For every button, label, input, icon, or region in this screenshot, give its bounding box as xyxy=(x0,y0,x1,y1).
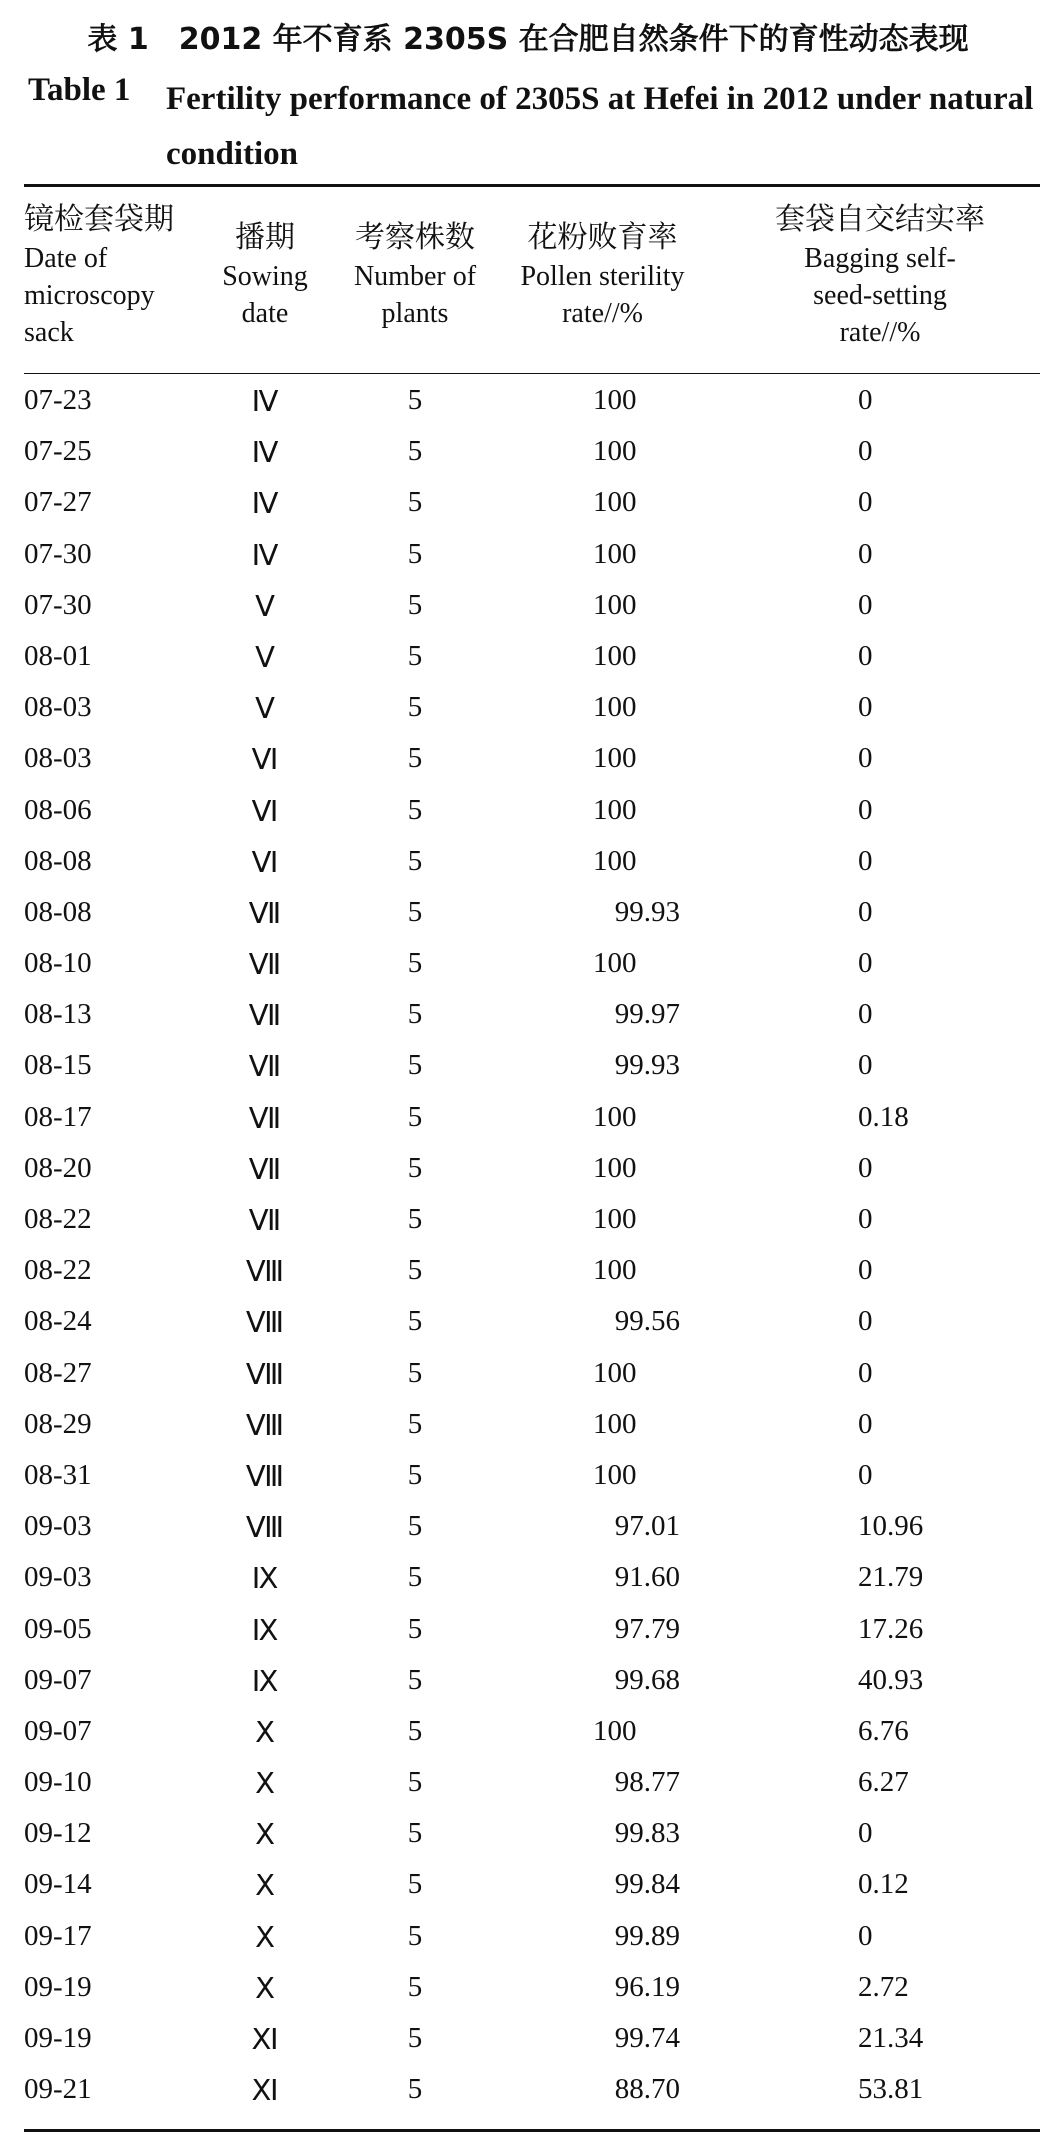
table-row xyxy=(0,583,1056,634)
table-row xyxy=(0,685,1056,736)
cell-date: 09-21 xyxy=(24,2073,92,2106)
cell-number-of-plants: 5 xyxy=(407,844,423,877)
cell-bagging-seed-setting: 0 xyxy=(858,947,873,980)
cell-bagging-seed-setting: 0 xyxy=(858,435,873,468)
cell-bagging-seed-setting: 0 xyxy=(858,793,873,826)
cell-sowing-date: Ⅷ xyxy=(245,1460,285,1493)
cell-bagging-seed-setting: 0 xyxy=(858,1203,873,1235)
cell-bagging-seed-setting: 0 xyxy=(858,691,873,724)
cell-sowing-date: Ⅷ xyxy=(245,1512,285,1545)
cell-sowing-date: Ⅹ xyxy=(255,1716,275,1749)
cell-number-of-plants: 5 xyxy=(407,1970,423,2003)
table-row xyxy=(0,1760,1056,1811)
cell-date: 08-03 xyxy=(24,691,92,724)
cell-date: 09-12 xyxy=(24,1817,92,1850)
cell-bagging-seed-setting: 6.27 xyxy=(858,1766,909,1799)
table-row xyxy=(0,1965,1056,2016)
cell-pollen-sterility: 100 xyxy=(593,384,637,416)
header-bagging-cn: 套袋自交结实率 xyxy=(775,202,985,237)
cell-sowing-date: Ⅵ xyxy=(251,795,279,828)
header-plants-en: Number of plants xyxy=(353,261,477,329)
cell-sowing-date: Ⅶ xyxy=(248,1153,282,1186)
cell-date: 07-27 xyxy=(24,486,92,519)
table-row xyxy=(0,1914,1056,1965)
cell-date: 08-15 xyxy=(24,1049,92,1082)
table-row xyxy=(0,1299,1056,1350)
cell-sowing-date: Ⅴ xyxy=(255,590,275,623)
table-row xyxy=(0,736,1056,787)
header-plants-cn: 考察株数 xyxy=(355,220,475,255)
table-row xyxy=(0,1197,1056,1248)
table-row xyxy=(0,992,1056,1043)
cell-pollen-sterility: 99.84 xyxy=(593,1868,680,1901)
cell-date: 08-17 xyxy=(24,1100,92,1133)
cell-pollen-sterility: 99.68 xyxy=(593,1663,680,1696)
cell-date: 09-17 xyxy=(24,1919,92,1952)
cell-date: 09-03 xyxy=(24,1510,92,1543)
table-title-chinese: 表 1 2012 年不育系 2305S 在合肥自然条件下的育性动态表现 xyxy=(87,22,969,57)
cell-sowing-date: Ⅹ xyxy=(255,1972,275,2005)
cell-date: 09-10 xyxy=(24,1766,92,1799)
cell-bagging-seed-setting: 0.18 xyxy=(858,1100,909,1133)
cell-number-of-plants: 5 xyxy=(407,1663,423,1696)
table-row xyxy=(0,1504,1056,1555)
cell-bagging-seed-setting: 0 xyxy=(858,895,873,928)
table-header-rule xyxy=(24,373,1040,374)
table-row xyxy=(0,429,1056,480)
table-row xyxy=(0,532,1056,583)
table-row xyxy=(0,1709,1056,1760)
cell-sowing-date: Ⅹ xyxy=(255,1819,275,1852)
cell-bagging-seed-setting: 0 xyxy=(858,537,873,570)
cell-date: 09-19 xyxy=(24,2022,92,2054)
cell-pollen-sterility: 100 xyxy=(593,793,637,826)
table-row xyxy=(0,378,1056,429)
cell-pollen-sterility: 100 xyxy=(593,947,637,980)
cell-pollen-sterility: 99.89 xyxy=(593,1919,680,1952)
table-row xyxy=(0,1453,1056,1504)
table-row xyxy=(0,1043,1056,1094)
table-body xyxy=(0,378,1056,2118)
header-sowing-cn: 播期 xyxy=(235,220,295,255)
table-row xyxy=(0,839,1056,890)
cell-bagging-seed-setting: 0 xyxy=(858,1919,873,1952)
cell-pollen-sterility: 100 xyxy=(593,1254,637,1287)
cell-sowing-date: Ⅵ xyxy=(251,846,279,879)
cell-bagging-seed-setting: 40.93 xyxy=(858,1663,924,1696)
table-bottom-rule xyxy=(24,2129,1040,2132)
cell-date: 08-22 xyxy=(24,1254,92,1287)
table-row xyxy=(0,1607,1056,1658)
cell-date: 08-24 xyxy=(24,1305,92,1338)
cell-pollen-sterility: 100 xyxy=(593,435,637,468)
cell-date: 08-01 xyxy=(24,639,92,672)
header-date xyxy=(24,200,224,351)
cell-pollen-sterility: 100 xyxy=(593,537,637,570)
cell-date: 09-03 xyxy=(24,1561,92,1594)
cell-bagging-seed-setting: 0.12 xyxy=(858,1868,909,1901)
cell-number-of-plants: 5 xyxy=(407,1203,423,1235)
cell-number-of-plants: 5 xyxy=(407,1356,423,1389)
cell-bagging-seed-setting: 0 xyxy=(858,1356,873,1389)
cell-number-of-plants: 5 xyxy=(407,537,423,570)
cell-number-of-plants: 5 xyxy=(407,1305,423,1338)
cell-number-of-plants: 5 xyxy=(407,1049,423,1082)
cell-sowing-date: Ⅷ xyxy=(245,1307,285,1340)
cell-date: 08-27 xyxy=(24,1356,92,1389)
cell-pollen-sterility: 99.93 xyxy=(593,895,680,928)
table-row xyxy=(0,1658,1056,1709)
cell-bagging-seed-setting: 0 xyxy=(858,384,873,416)
cell-bagging-seed-setting: 0 xyxy=(858,639,873,672)
table-row xyxy=(0,480,1056,531)
cell-bagging-seed-setting: 0 xyxy=(858,742,873,775)
cell-pollen-sterility: 99.97 xyxy=(593,998,680,1031)
cell-pollen-sterility: 100 xyxy=(593,742,637,775)
cell-number-of-plants: 5 xyxy=(407,1100,423,1133)
cell-number-of-plants: 5 xyxy=(407,1254,423,1287)
table-row xyxy=(0,2067,1056,2118)
cell-number-of-plants: 5 xyxy=(407,1612,423,1645)
cell-sowing-date: Ⅶ xyxy=(248,897,282,930)
cell-date: 08-03 xyxy=(24,742,92,775)
cell-bagging-seed-setting: 0 xyxy=(858,1407,873,1440)
table-row xyxy=(0,788,1056,839)
cell-bagging-seed-setting: 0 xyxy=(858,588,873,621)
cell-number-of-plants: 5 xyxy=(407,998,423,1031)
cell-sowing-date: Ⅳ xyxy=(251,437,279,470)
cell-bagging-seed-setting: 53.81 xyxy=(858,2073,924,2106)
header-sowing xyxy=(205,218,325,332)
cell-pollen-sterility: 100 xyxy=(593,844,637,877)
header-plants xyxy=(335,218,495,332)
cell-bagging-seed-setting: 0 xyxy=(858,1305,873,1338)
cell-date: 07-30 xyxy=(24,537,92,570)
cell-pollen-sterility: 100 xyxy=(593,1203,637,1235)
table-row xyxy=(0,1811,1056,1862)
cell-number-of-plants: 5 xyxy=(407,1458,423,1491)
cell-pollen-sterility: 100 xyxy=(593,639,637,672)
cell-sowing-date: Ⅶ xyxy=(248,1102,282,1135)
header-pollen xyxy=(495,218,710,332)
cell-date: 08-08 xyxy=(24,844,92,877)
cell-pollen-sterility: 100 xyxy=(593,486,637,519)
cell-sowing-date: Ⅷ xyxy=(245,1409,285,1442)
cell-pollen-sterility: 100 xyxy=(593,1407,637,1440)
table-row xyxy=(0,890,1056,941)
cell-date: 07-30 xyxy=(24,588,92,621)
table-top-rule xyxy=(24,184,1040,187)
cell-date: 08-08 xyxy=(24,895,92,928)
cell-pollen-sterility: 97.79 xyxy=(593,1612,680,1645)
cell-sowing-date: Ⅴ xyxy=(255,641,275,674)
cell-bagging-seed-setting: 0 xyxy=(858,844,873,877)
cell-bagging-seed-setting: 17.26 xyxy=(858,1612,924,1645)
cell-pollen-sterility: 100 xyxy=(593,1151,637,1184)
cell-pollen-sterility: 99.83 xyxy=(593,1817,680,1850)
cell-date: 08-10 xyxy=(24,947,92,980)
cell-sowing-date: Ⅷ xyxy=(245,1358,285,1391)
table-row xyxy=(0,1555,1056,1606)
cell-number-of-plants: 5 xyxy=(407,1817,423,1850)
table-label-english: Table 1 xyxy=(28,72,131,108)
cell-number-of-plants: 5 xyxy=(407,1510,423,1543)
cell-date: 09-07 xyxy=(24,1663,92,1696)
cell-date: 08-13 xyxy=(24,998,92,1031)
cell-sowing-date: Ⅶ xyxy=(248,1205,282,1237)
table-row xyxy=(0,1095,1056,1146)
cell-pollen-sterility: 100 xyxy=(593,1714,637,1747)
header-date-en: Date of microscopy sack xyxy=(24,243,155,348)
cell-number-of-plants: 5 xyxy=(407,2022,423,2054)
cell-number-of-plants: 5 xyxy=(407,588,423,621)
cell-pollen-sterility: 98.77 xyxy=(593,1766,680,1799)
cell-bagging-seed-setting: 0 xyxy=(858,1049,873,1082)
cell-sowing-date: Ⅶ xyxy=(248,1000,282,1033)
cell-date: 09-05 xyxy=(24,1612,92,1645)
cell-pollen-sterility: 99.74 xyxy=(593,2022,680,2054)
cell-date: 09-19 xyxy=(24,1970,92,2003)
cell-number-of-plants: 5 xyxy=(407,1151,423,1184)
cell-bagging-seed-setting: 0 xyxy=(858,1151,873,1184)
header-bagging xyxy=(730,200,1030,351)
cell-sowing-date: Ⅺ xyxy=(251,2075,279,2108)
cell-bagging-seed-setting: 21.34 xyxy=(858,2022,924,2054)
cell-sowing-date: Ⅸ xyxy=(251,1563,279,1596)
cell-number-of-plants: 5 xyxy=(407,486,423,519)
cell-sowing-date: Ⅸ xyxy=(251,1665,279,1698)
table-row xyxy=(0,1146,1056,1197)
header-sowing-en: Sowing date xyxy=(222,261,308,329)
header-pollen-cn: 花粉败育率 xyxy=(527,220,678,255)
header-date-cn: 镜检套袋期 xyxy=(24,202,174,237)
cell-sowing-date: Ⅷ xyxy=(245,1256,285,1289)
cell-pollen-sterility: 97.01 xyxy=(593,1510,680,1543)
cell-bagging-seed-setting: 21.79 xyxy=(858,1561,924,1594)
cell-date: 07-25 xyxy=(24,435,92,468)
cell-bagging-seed-setting: 2.72 xyxy=(858,1970,909,2003)
cell-date: 07-23 xyxy=(24,384,92,416)
cell-date: 08-31 xyxy=(24,1458,92,1491)
cell-sowing-date: Ⅹ xyxy=(255,1921,275,1954)
cell-number-of-plants: 5 xyxy=(407,384,423,416)
cell-bagging-seed-setting: 0 xyxy=(858,998,873,1031)
table-row xyxy=(0,2016,1056,2067)
cell-number-of-plants: 5 xyxy=(407,1714,423,1747)
cell-date: 09-07 xyxy=(24,1714,92,1747)
cell-number-of-plants: 5 xyxy=(407,435,423,468)
cell-number-of-plants: 5 xyxy=(407,1919,423,1952)
table-row xyxy=(0,1248,1056,1299)
cell-sowing-date: Ⅳ xyxy=(251,539,279,572)
table-row xyxy=(0,634,1056,685)
cell-sowing-date: Ⅴ xyxy=(255,693,275,726)
cell-pollen-sterility: 88.70 xyxy=(593,2073,680,2106)
cell-pollen-sterility: 100 xyxy=(593,691,637,724)
table-title-english: Fertility performance of 2305S at Hefei in 2012 under natural condition xyxy=(166,81,1034,172)
cell-bagging-seed-setting: 10.96 xyxy=(858,1510,924,1543)
cell-date: 08-22 xyxy=(24,1203,92,1235)
cell-date: 08-29 xyxy=(24,1407,92,1440)
cell-number-of-plants: 5 xyxy=(407,691,423,724)
cell-bagging-seed-setting: 0 xyxy=(858,1254,873,1287)
cell-number-of-plants: 5 xyxy=(407,2073,423,2106)
table-row xyxy=(0,1862,1056,1913)
cell-sowing-date: Ⅶ xyxy=(248,949,282,982)
cell-number-of-plants: 5 xyxy=(407,1868,423,1901)
cell-sowing-date: Ⅶ xyxy=(248,1051,282,1084)
cell-date: 08-20 xyxy=(24,1151,92,1184)
header-bagging-en: Bagging self-seed-setting rate//% xyxy=(804,243,956,348)
cell-sowing-date: Ⅹ xyxy=(255,1768,275,1801)
cell-sowing-date: Ⅺ xyxy=(251,2024,279,2056)
cell-pollen-sterility: 100 xyxy=(593,588,637,621)
cell-pollen-sterility: 91.60 xyxy=(593,1561,680,1594)
cell-number-of-plants: 5 xyxy=(407,1561,423,1594)
cell-bagging-seed-setting: 0 xyxy=(858,486,873,519)
cell-bagging-seed-setting: 0 xyxy=(858,1458,873,1491)
cell-sowing-date: Ⅹ xyxy=(255,1870,275,1903)
cell-date: 09-14 xyxy=(24,1868,92,1901)
cell-number-of-plants: 5 xyxy=(407,742,423,775)
cell-pollen-sterility: 99.93 xyxy=(593,1049,680,1082)
table-row xyxy=(0,941,1056,992)
cell-date: 08-06 xyxy=(24,793,92,826)
cell-number-of-plants: 5 xyxy=(407,895,423,928)
cell-number-of-plants: 5 xyxy=(407,947,423,980)
cell-bagging-seed-setting: 0 xyxy=(858,1817,873,1850)
cell-bagging-seed-setting: 6.76 xyxy=(858,1714,909,1747)
cell-number-of-plants: 5 xyxy=(407,1407,423,1440)
cell-sowing-date: Ⅵ xyxy=(251,744,279,777)
table-row xyxy=(0,1402,1056,1453)
cell-number-of-plants: 5 xyxy=(407,639,423,672)
cell-pollen-sterility: 100 xyxy=(593,1458,637,1491)
cell-sowing-date: Ⅳ xyxy=(251,386,279,418)
cell-pollen-sterility: 96.19 xyxy=(593,1970,680,2003)
cell-sowing-date: Ⅳ xyxy=(251,488,279,521)
cell-pollen-sterility: 99.56 xyxy=(593,1305,680,1338)
cell-pollen-sterility: 100 xyxy=(593,1100,637,1133)
cell-sowing-date: Ⅸ xyxy=(251,1614,279,1647)
cell-number-of-plants: 5 xyxy=(407,1766,423,1799)
table-row xyxy=(0,1351,1056,1402)
header-pollen-en: Pollen sterility rate//% xyxy=(520,261,685,329)
cell-number-of-plants: 5 xyxy=(407,793,423,826)
cell-pollen-sterility: 100 xyxy=(593,1356,637,1389)
